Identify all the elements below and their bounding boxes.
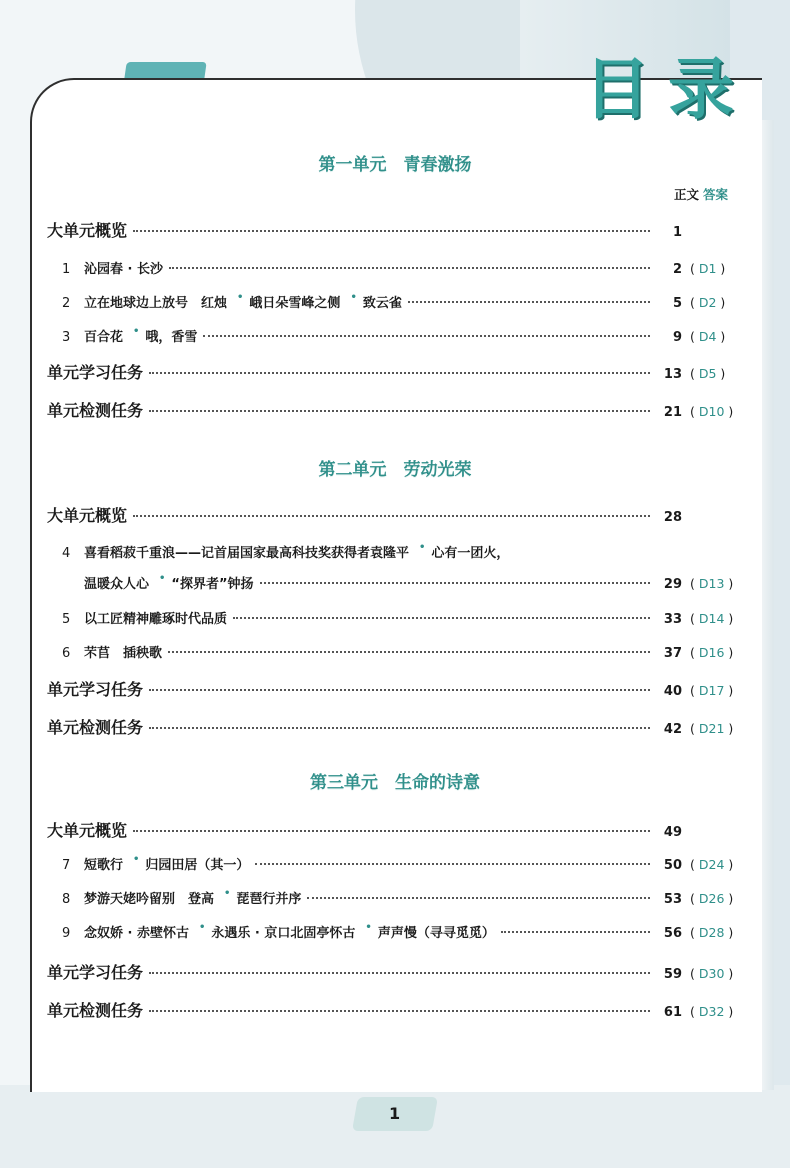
page-ref: 33: [663, 612, 682, 627]
answer-page: D5: [698, 366, 717, 381]
dot-leader: [149, 972, 650, 974]
answer-ref: ( D13 ): [690, 576, 734, 591]
separator-dot-icon: •: [199, 922, 206, 933]
answer-page: D24: [698, 857, 725, 872]
toc-lesson-entry[interactable]: [62, 573, 752, 592]
toc-section-entry[interactable]: [47, 218, 752, 241]
dot-leader: [260, 582, 650, 584]
page-ref: 53: [663, 892, 682, 907]
entry-title: 单元学习任务: [47, 680, 144, 699]
toc-lesson-entry[interactable]: [62, 326, 752, 345]
column-answer: 答案: [703, 187, 729, 202]
answer-ref: ( D5 ): [690, 366, 726, 381]
toc-section-entry[interactable]: [47, 677, 752, 700]
page-ref: 42: [663, 722, 682, 737]
answer-ref: ( D26 ): [690, 891, 734, 906]
page-ref: 1: [672, 225, 682, 240]
entry-title-part: 哦，香雪: [145, 330, 198, 345]
answer-ref: ( D4 ): [690, 329, 726, 344]
entry-title: [84, 642, 162, 661]
entry-title-part: 百合花: [84, 330, 124, 345]
answer-page: D13: [698, 576, 725, 591]
page-ref: 49: [663, 825, 682, 840]
answer-ref: ( D32 ): [690, 1004, 734, 1019]
toc-section-entry[interactable]: [47, 360, 752, 383]
entry-title-part: 梦游天姥吟留别 登高: [84, 892, 215, 907]
lesson-number: 6: [62, 646, 71, 661]
separator-dot-icon: •: [419, 542, 426, 553]
toc-lesson-entry[interactable]: [62, 888, 752, 907]
answer-page: D2: [698, 295, 717, 310]
entry-title: [84, 573, 254, 592]
entry-title: 单元学习任务: [47, 963, 144, 982]
entry-title-part: 永遇乐 · 京口北固亭怀古: [211, 926, 356, 941]
answer-page: D32: [698, 1004, 725, 1019]
toc-section-entry[interactable]: [47, 503, 752, 526]
toc-lesson-entry[interactable]: [62, 608, 752, 627]
answer-ref: ( D10 ): [690, 404, 734, 419]
separator-dot-icon: •: [224, 888, 231, 899]
page-ref: 50: [663, 858, 682, 873]
dot-leader: [149, 410, 650, 412]
answer-page: D26: [698, 891, 725, 906]
dot-leader: [133, 230, 650, 232]
answer-page: D28: [698, 925, 725, 940]
entry-title: 单元学习任务: [47, 363, 144, 382]
page-ref: 59: [663, 967, 682, 982]
lesson-number: 5: [62, 612, 71, 627]
page-ref: 13: [663, 367, 682, 382]
entry-title: 单元检测任务: [47, 1001, 144, 1020]
answer-page: D30: [698, 966, 725, 981]
separator-dot-icon: •: [133, 326, 140, 337]
dot-leader: [149, 1010, 650, 1012]
answer-page: D10: [698, 404, 725, 419]
page-ref: 56: [663, 926, 682, 941]
dot-leader: [233, 617, 650, 619]
entry-title: [84, 608, 227, 627]
page-ref: 37: [663, 646, 682, 661]
lesson-number: 4: [62, 546, 71, 561]
answer-ref: ( D28 ): [690, 925, 734, 940]
answer-page: D4: [698, 329, 717, 344]
answer-ref: ( D16 ): [690, 645, 734, 660]
lesson-number: 7: [62, 858, 71, 873]
answer-ref: ( D21 ): [690, 721, 734, 736]
entry-title: [84, 326, 197, 345]
answer-ref: ( D2 ): [690, 295, 726, 310]
toc-section-entry[interactable]: [47, 960, 752, 983]
answer-ref: ( D14 ): [690, 611, 734, 626]
dot-leader: [149, 689, 650, 691]
entry-title-part: 峨日朵雪峰之侧: [249, 296, 341, 311]
entry-title: 单元检测任务: [47, 718, 144, 737]
dot-leader: [408, 301, 650, 303]
toc-lesson-entry[interactable]: [62, 854, 752, 873]
dot-leader: [169, 267, 650, 269]
page-ref: 21: [663, 405, 682, 420]
dot-leader: [133, 830, 650, 832]
entry-title: [84, 542, 509, 561]
page-ref: 29: [663, 577, 682, 592]
lesson-number: 3: [62, 330, 71, 345]
page-ref: 28: [663, 510, 682, 525]
dot-leader: [133, 515, 650, 517]
page-ref: 2: [672, 262, 682, 277]
page-ref: 61: [663, 1005, 682, 1020]
page-title: 目录: [584, 51, 752, 128]
entry-title-part: 以工匠精神雕琢时代品质: [84, 612, 228, 627]
entry-title: 大单元概览: [47, 221, 128, 240]
answer-ref: ( D24 ): [690, 857, 734, 872]
page-number-badge: [352, 1097, 438, 1131]
entry-title-part: 心有一团火，: [431, 546, 510, 561]
separator-dot-icon: •: [365, 922, 372, 933]
answer-page: D21: [698, 721, 725, 736]
entry-title-part: 芣苢 插秧歌: [84, 646, 163, 661]
lesson-number: 2: [62, 296, 71, 311]
separator-dot-icon: •: [133, 854, 140, 865]
toc-section-entry[interactable]: [47, 818, 752, 841]
entry-title: [84, 922, 495, 941]
separator-dot-icon: •: [159, 573, 166, 584]
answer-ref: ( D17 ): [690, 683, 734, 698]
dot-leader: [307, 897, 650, 899]
unit-heading: 第二单元 劳动光荣: [318, 460, 472, 480]
entry-title-part: 沁园春 · 长沙: [84, 262, 163, 277]
dot-leader: [501, 931, 650, 933]
entry-title-part: 琵琶行并序: [236, 892, 302, 907]
toc-lesson-entry[interactable]: [62, 642, 752, 661]
page-ref: 40: [663, 684, 682, 699]
lesson-number: 8: [62, 892, 71, 907]
separator-dot-icon: •: [237, 292, 244, 303]
unit-heading: 第三单元 生命的诗意: [310, 773, 480, 793]
entry-title: 单元检测任务: [47, 401, 144, 420]
dot-leader: [203, 335, 650, 337]
column-headers: [674, 185, 728, 203]
answer-page: D14: [698, 611, 725, 626]
toc-section-entry[interactable]: [47, 398, 752, 421]
dot-leader: [149, 372, 650, 374]
dot-leader: [149, 727, 650, 729]
toc-lesson-entry[interactable]: [62, 922, 752, 941]
toc-lesson-entry[interactable]: [62, 292, 752, 311]
entry-title: [84, 292, 402, 311]
answer-ref: ( D1 ): [690, 261, 726, 276]
entry-title: [84, 258, 163, 277]
toc-lesson-entry[interactable]: [62, 258, 752, 277]
entry-title: 大单元概览: [47, 506, 128, 525]
entry-title-part: 温暖众人心: [84, 577, 150, 592]
entry-title-part: 立在地球边上放号 红烛: [84, 296, 228, 311]
page-ref: 5: [672, 296, 682, 311]
dot-leader: [168, 651, 650, 653]
page-ref: 9: [672, 330, 682, 345]
answer-page: D1: [698, 261, 717, 276]
page-number: 1: [389, 1104, 401, 1123]
entry-title-part: 喜看稻菽千重浪——记首届国家最高科技奖获得者袁隆平: [84, 546, 410, 561]
entry-title-part: 短歌行: [84, 858, 124, 873]
entry-title: [84, 888, 301, 907]
toc-lesson-entry[interactable]: [62, 542, 752, 561]
column-main: 正文: [674, 187, 700, 202]
answer-page: D16: [698, 645, 725, 660]
unit-heading: 第一单元 青春激扬: [318, 155, 472, 175]
entry-title-part: 致云雀: [362, 296, 402, 311]
answer-ref: ( D30 ): [690, 966, 734, 981]
entry-title-part: “探界者”钟扬: [171, 577, 254, 592]
separator-dot-icon: •: [350, 292, 357, 303]
lesson-number: 9: [62, 926, 71, 941]
entry-title-part: 念奴娇 · 赤壁怀古: [84, 926, 189, 941]
lesson-number: 1: [62, 262, 71, 277]
dot-leader: [255, 863, 650, 865]
toc-section-entry[interactable]: [47, 715, 752, 738]
entry-title-part: 归园田居（其一）: [145, 858, 250, 873]
entry-title: 大单元概览: [47, 821, 128, 840]
answer-page: D17: [698, 683, 725, 698]
toc-section-entry[interactable]: [47, 998, 752, 1021]
entry-title-part: 声声慢（寻寻觅觅）: [377, 926, 495, 941]
entry-title: [84, 854, 249, 873]
